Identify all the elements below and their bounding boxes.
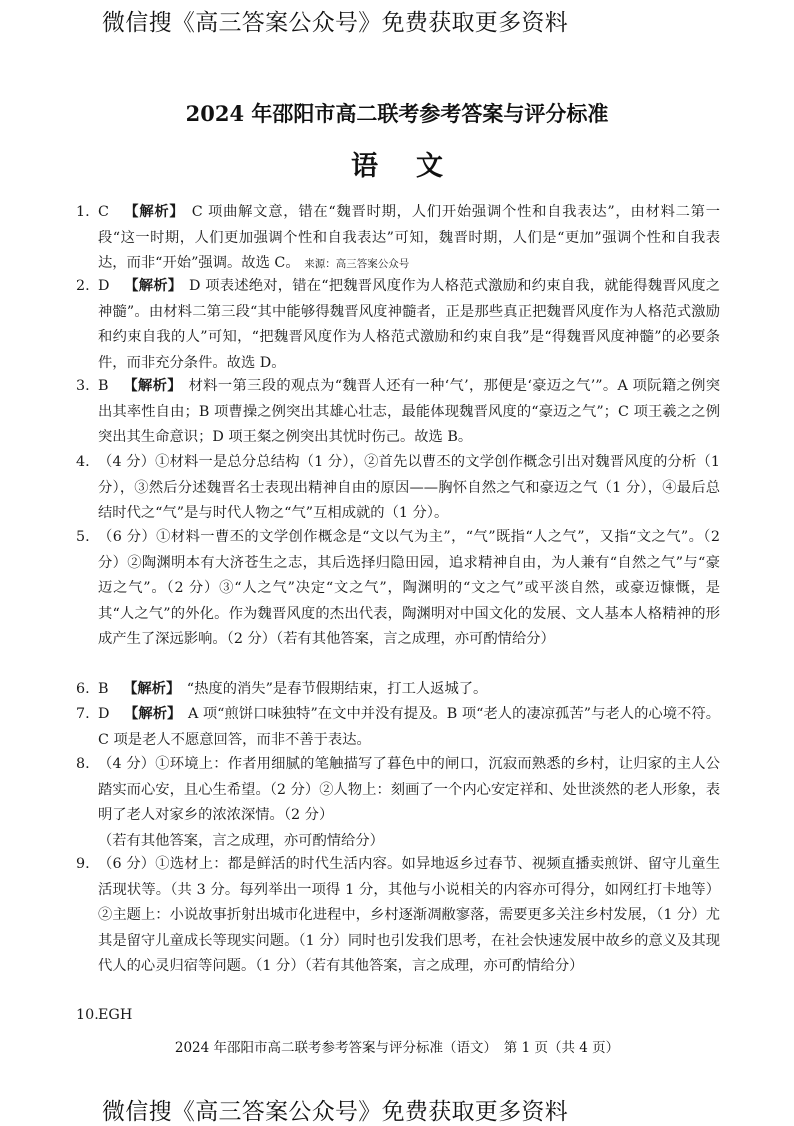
question-9 <box>76 852 720 980</box>
scoring-note: （若有其他答案，言之成理，亦可酌情给分） <box>98 832 384 849</box>
subject-heading: 语文 <box>351 151 481 182</box>
question-number: 2. <box>76 278 90 294</box>
question-1 <box>76 200 720 278</box>
question-number: 4. <box>76 454 90 470</box>
answer-text: D 项表述绝对，错在“把魏晋风度作为人格范式激励和约束自我，就能得魏晋风度之神髓”。由材料二第三段“其中能够得魏晋风度神髓者，正是那些真正把魏晋风度作为人格范式激励和约束自我的人”可知，“把魏晋风度作为人格范式激励和约束自我”是“得魏晋风度神髓”的必要条件，而非充分条件。故选 D。 <box>98 278 721 371</box>
question-number: 1. <box>76 204 90 220</box>
answer-choice: B <box>98 378 109 394</box>
answer-body <box>98 702 720 753</box>
answer-text: “热度的消失”是春节假期结束，打工人返城了。 <box>186 681 488 697</box>
answer-text: C 项曲解文意，错在“魏晋时期，人们开始强调个性和自我表达”，由材料二第一段“这一时期，人们更加强调个性和自我表达”可知，魏晋时期，人们是“更加”强调个性和自我表达，而非“开始”强调。故选 C。 <box>98 204 721 272</box>
answer-body <box>98 1003 720 1029</box>
answer-body <box>98 274 720 376</box>
answer-choice: B <box>98 681 109 697</box>
answer-text: EGH <box>98 1007 133 1023</box>
answer-body <box>98 752 720 854</box>
answer-body <box>98 525 720 653</box>
answer-text: （4 分）①环境上：作者用细腻的笔触描写了暮色中的闸口，沉寂而熟悉的乡村，让归家的主人公踏实而心安，且心生希望。（2 分）②人物上：刻画了一个内心安定祥和、处世淡然的老人形象，表明了老人对家乡的浓浓深情。（2 分） <box>98 756 720 824</box>
answer-body <box>98 374 720 451</box>
question-10 <box>76 1003 720 1029</box>
source-note: 来源：高三答案公众号 <box>304 258 410 271</box>
answer-body <box>98 200 720 278</box>
answer-text: （6 分）①材料一曹丕的文学创作概念是“文以气为主”，“气”既指“人之气”，又指“文之气”。（2 分）②陶渊明本有大济苍生之志，其后选择归隐田园，追求精神自由，为人兼有“自然之气”与“豪迈之气”。（2 分）③“人之气”决定“文之气”，陶渊明的“文之气”或平淡自然，或豪迈慷慨，是其“人之气”的外化。作为魏晋风度的杰出代表，陶渊明对中国文化的发展、文人基本人格精神的形成产生了深远影响。（2 分）（若有其他答案，言之成理，亦可酌情给分） <box>98 529 720 648</box>
analysis-tag: 【解析】 <box>124 204 185 220</box>
answer-choice: D <box>98 278 110 294</box>
page-title: 2024 年邵阳市高二联考参考答案与评分标准 <box>185 101 609 126</box>
question-number: 7. <box>76 706 90 722</box>
question-number: 10. <box>76 1007 99 1023</box>
analysis-tag: 【解析】 <box>123 378 182 394</box>
question-number: 8. <box>76 756 90 772</box>
promo-banner-top: 微信搜《高三答案公众号》免费获取更多资料 <box>102 10 568 36</box>
question-8 <box>76 752 720 854</box>
promo-banner-bottom: 微信搜《高三答案公众号》免费获取更多资料 <box>102 1099 568 1125</box>
analysis-tag: 【解析】 <box>123 681 181 697</box>
question-number: 6. <box>76 681 90 697</box>
question-4 <box>76 450 720 527</box>
answer-body <box>98 450 720 527</box>
question-2 <box>76 274 720 376</box>
answer-text: （6 分）①选材上：都是鲜活的时代生活内容。如异地返乡过春节、视频直播卖煎饼、留守儿童生活现状等。（共 3 分。每列举出一项得 1 分，其他与小说相关的内容亦可得分，如网红打卡地等）②主题上：小说故事折射出城市化进程中，乡村逐渐凋敝寥落，需要更多关注乡村发展，（1 分）尤其是留守儿童成长等现实问题。（1 分）同时也引发我们思考，在社会快速发展中故乡的意义及其现代人的心灵归宿等问题。（1 分）（若有其他答案，言之成理，亦可酌情给分） <box>98 856 720 975</box>
answer-body <box>98 852 720 980</box>
answer-text: 材料一第三段的观点为“魏晋人还有一种‘气’，那便是‘豪迈之气’”。A 项阮籍之例突出其率性自由；B 项曹操之例突出其雄心壮志，最能体现魏晋风度的“豪迈之气”；C 项王羲之之例突出其生命意识；D 项王粲之例突出其忧时伤己。故选 B。 <box>98 378 720 446</box>
question-3 <box>76 374 720 451</box>
page-footer: 2024 年邵阳市高二联考参考答案与评分标准（语文） 第 1 页（共 4 页） <box>174 1040 620 1056</box>
question-7 <box>76 702 720 753</box>
question-number: 3. <box>76 378 90 394</box>
question-number: 5. <box>76 529 90 545</box>
answer-body <box>98 677 720 703</box>
analysis-tag: 【解析】 <box>124 706 182 722</box>
answer-choice: D <box>98 706 110 722</box>
question-6 <box>76 677 720 703</box>
question-5 <box>76 525 720 653</box>
answer-text: （4 分）①材料一是总分总结构（1 分），②首先以曹丕的文学创作概念引出对魏晋风度的分析（1 分），③然后分述魏晋名士表现出精神自由的原因——胸怀自然之气和豪迈之气（1 分），④最后总结时代之“气”是与时代人物之“气”互相成就的（1 分）。 <box>98 454 720 522</box>
answer-choice: C <box>98 204 109 220</box>
answer-text: A 项“煎饼口味独特”在文中并没有提及。B 项“老人的凄凉孤苦”与老人的心境不符。C 项是老人不愿意回答，而非不善于表达。 <box>98 706 721 748</box>
analysis-tag: 【解析】 <box>124 278 183 294</box>
question-number: 9. <box>76 856 90 872</box>
